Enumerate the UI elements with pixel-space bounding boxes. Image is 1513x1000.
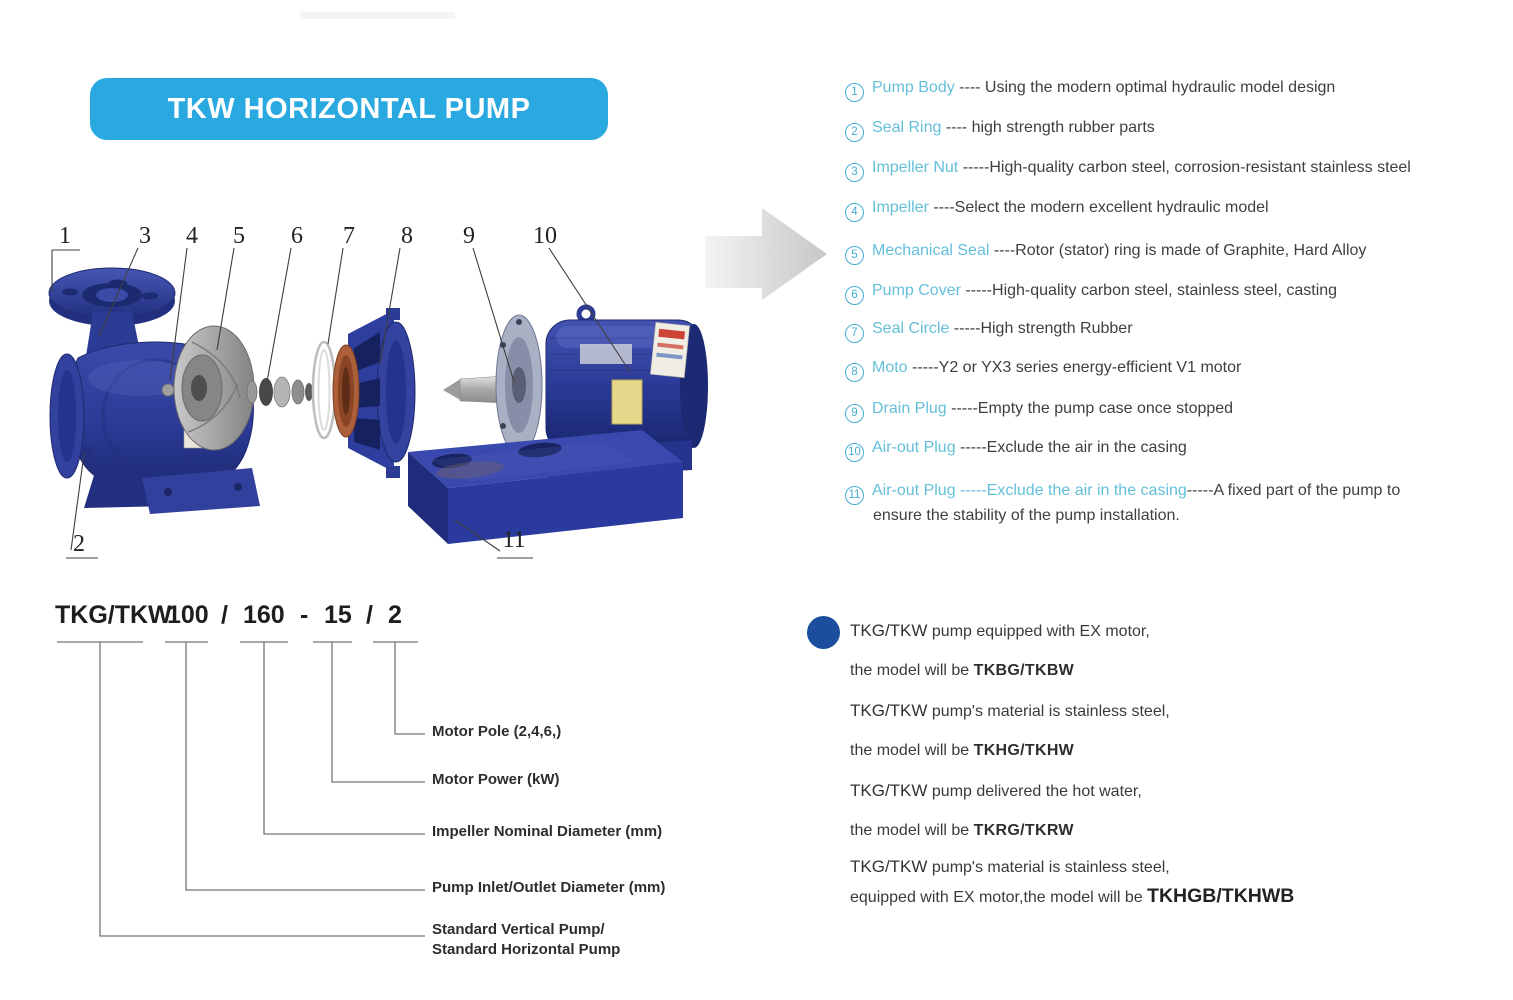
part-number-badge: 6 xyxy=(845,286,864,305)
part-name: Air-out Plug xyxy=(872,482,956,499)
note-text: pump delivered the hot water, xyxy=(927,783,1142,800)
callout-number: 3 xyxy=(139,223,151,249)
model-code-text: TKG/TKW xyxy=(850,621,928,640)
note-text: pump's material is stainless steel, xyxy=(927,859,1170,876)
model-code-meaning: Motor Pole (2,4,6,) xyxy=(432,723,562,740)
note-text: equipped with EX motor,the model will be xyxy=(850,889,1148,906)
model-code-segment: 2 xyxy=(388,601,402,629)
part-name: Seal Ring xyxy=(872,119,942,136)
part-description: ----Rotor (stator) ring is made of Graphite, Hard Alloy xyxy=(989,242,1367,259)
part-description: -----Exclude the air in the casing xyxy=(955,439,1187,456)
note-line xyxy=(850,620,1150,642)
page-title: TKW HORIZONTAL PUMP xyxy=(167,92,531,125)
mechanical-seal-parts xyxy=(247,377,313,407)
pump-cover xyxy=(333,308,415,478)
note-line xyxy=(850,740,1074,761)
callout-number: 7 xyxy=(343,223,355,249)
part-list-item xyxy=(845,157,1513,182)
callout-number: 11 xyxy=(502,527,526,553)
note-text: pump's material is stainless steel, xyxy=(927,703,1170,720)
model-code-text: TKHG/TKHW xyxy=(973,742,1075,759)
part-list-item xyxy=(845,197,1513,222)
model-code-segment: TKG/TKW xyxy=(55,601,172,629)
model-code-segment: - xyxy=(300,601,309,629)
part-description: -----High-quality carbon steel, stainless steel, casting xyxy=(960,282,1338,299)
bullet-icon xyxy=(807,616,840,649)
part-name: Mechanical Seal xyxy=(872,242,990,259)
part-list-item xyxy=(845,280,1513,305)
part-name: Air-out Plug xyxy=(872,439,956,456)
note-text: the model will be xyxy=(850,822,974,839)
part-number-badge: 5 xyxy=(845,246,864,265)
part-description: -----High strength Rubber xyxy=(949,320,1133,337)
part-number-badge: 3 xyxy=(845,163,864,182)
base-plate xyxy=(408,430,683,544)
callout-number: 4 xyxy=(186,223,198,249)
title-banner xyxy=(90,78,608,140)
model-code-segment: 160 xyxy=(243,601,285,629)
part-number-badge: 4 xyxy=(845,203,864,222)
callout-number: 1 xyxy=(59,223,71,249)
model-code-text: TKHGB/TKHWB xyxy=(1147,885,1295,907)
part-name: Pump Cover xyxy=(872,282,961,299)
part-list-item xyxy=(845,77,1513,102)
part-list-item xyxy=(845,480,1513,526)
part-number-badge: 2 xyxy=(845,123,864,142)
callout-number: 9 xyxy=(463,223,475,249)
part-description: -----Y2 or YX3 series energy-efficient V1 motor xyxy=(907,359,1242,376)
note-line xyxy=(850,660,1074,681)
part-number-badge: 10 xyxy=(845,443,864,462)
part-number-badge: 7 xyxy=(845,324,864,343)
model-code-text: TKG/TKW xyxy=(850,701,928,720)
part-description-line2: ensure the stability of the pump installation. xyxy=(873,507,1180,524)
part-name: Drain Plug xyxy=(872,400,947,417)
part-description: ----Select the modern excellent hydraulic model xyxy=(928,199,1269,216)
model-code-text: TKRG/TKRW xyxy=(973,822,1074,839)
part-name: Impeller xyxy=(872,199,929,216)
note-text: the model will be xyxy=(850,662,974,679)
note-line xyxy=(850,856,1170,878)
part-description-highlight: -----Exclude the air in the casing xyxy=(955,482,1187,499)
model-code-text: TKG/TKW xyxy=(850,781,928,800)
part-description: -----High-quality carbon steel, corrosion-resistant stainless steel xyxy=(958,159,1411,176)
part-name: Impeller Nut xyxy=(872,159,959,176)
part-name: Seal Circle xyxy=(872,320,950,337)
part-description: ---- high strength rubber parts xyxy=(941,119,1155,136)
part-list-item xyxy=(845,357,1513,382)
part-list-item xyxy=(845,398,1513,423)
note-line xyxy=(850,820,1074,841)
part-list-item xyxy=(845,437,1513,462)
part-name: Pump Body xyxy=(872,79,955,96)
callout-number: 2 xyxy=(73,531,85,557)
model-code-meaning: Motor Power (kW) xyxy=(432,771,560,788)
part-description: ---- Using the modern optimal hydraulic model design xyxy=(954,79,1336,96)
model-code-tree-lines xyxy=(57,642,425,936)
part-list-item xyxy=(845,240,1513,265)
model-code-text: TKG/TKW xyxy=(850,857,928,876)
part-description: -----A fixed part of the pump to xyxy=(1186,482,1401,499)
part-number-badge: 11 xyxy=(845,486,864,505)
model-code-segment: / xyxy=(366,601,373,629)
callout-number: 6 xyxy=(291,223,303,249)
part-number-badge: 8 xyxy=(845,363,864,382)
note-line xyxy=(850,780,1142,802)
model-code-segment: 15 xyxy=(324,601,352,629)
model-code-meaning: Impeller Nominal Diameter (mm) xyxy=(432,823,663,840)
note-text: the model will be xyxy=(850,742,974,759)
note-line xyxy=(850,886,1294,908)
callout-number: 8 xyxy=(401,223,413,249)
part-name: Moto xyxy=(872,359,908,376)
arrow-right-icon xyxy=(705,208,827,300)
model-code-text: TKBG/TKBW xyxy=(973,662,1075,679)
seal-circle-oring xyxy=(313,342,335,438)
model-code-meaning: Standard Vertical Pump/ Standard Horizontal Pump xyxy=(432,921,621,958)
model-code-segment: 100 xyxy=(167,601,209,629)
part-number-badge: 1 xyxy=(845,83,864,102)
part-number-badge: 9 xyxy=(845,404,864,423)
callout-number: 5 xyxy=(233,223,245,249)
model-code-meaning: Pump Inlet/Outlet Diameter (mm) xyxy=(432,879,666,896)
part-list-item xyxy=(845,117,1513,142)
part-list-item xyxy=(845,318,1513,343)
callout-number: 10 xyxy=(533,223,557,249)
note-text: pump equipped with EX motor, xyxy=(927,623,1150,640)
part-description: -----Empty the pump case once stopped xyxy=(946,400,1234,417)
note-line xyxy=(850,700,1170,722)
model-code-segment: / xyxy=(221,601,228,629)
